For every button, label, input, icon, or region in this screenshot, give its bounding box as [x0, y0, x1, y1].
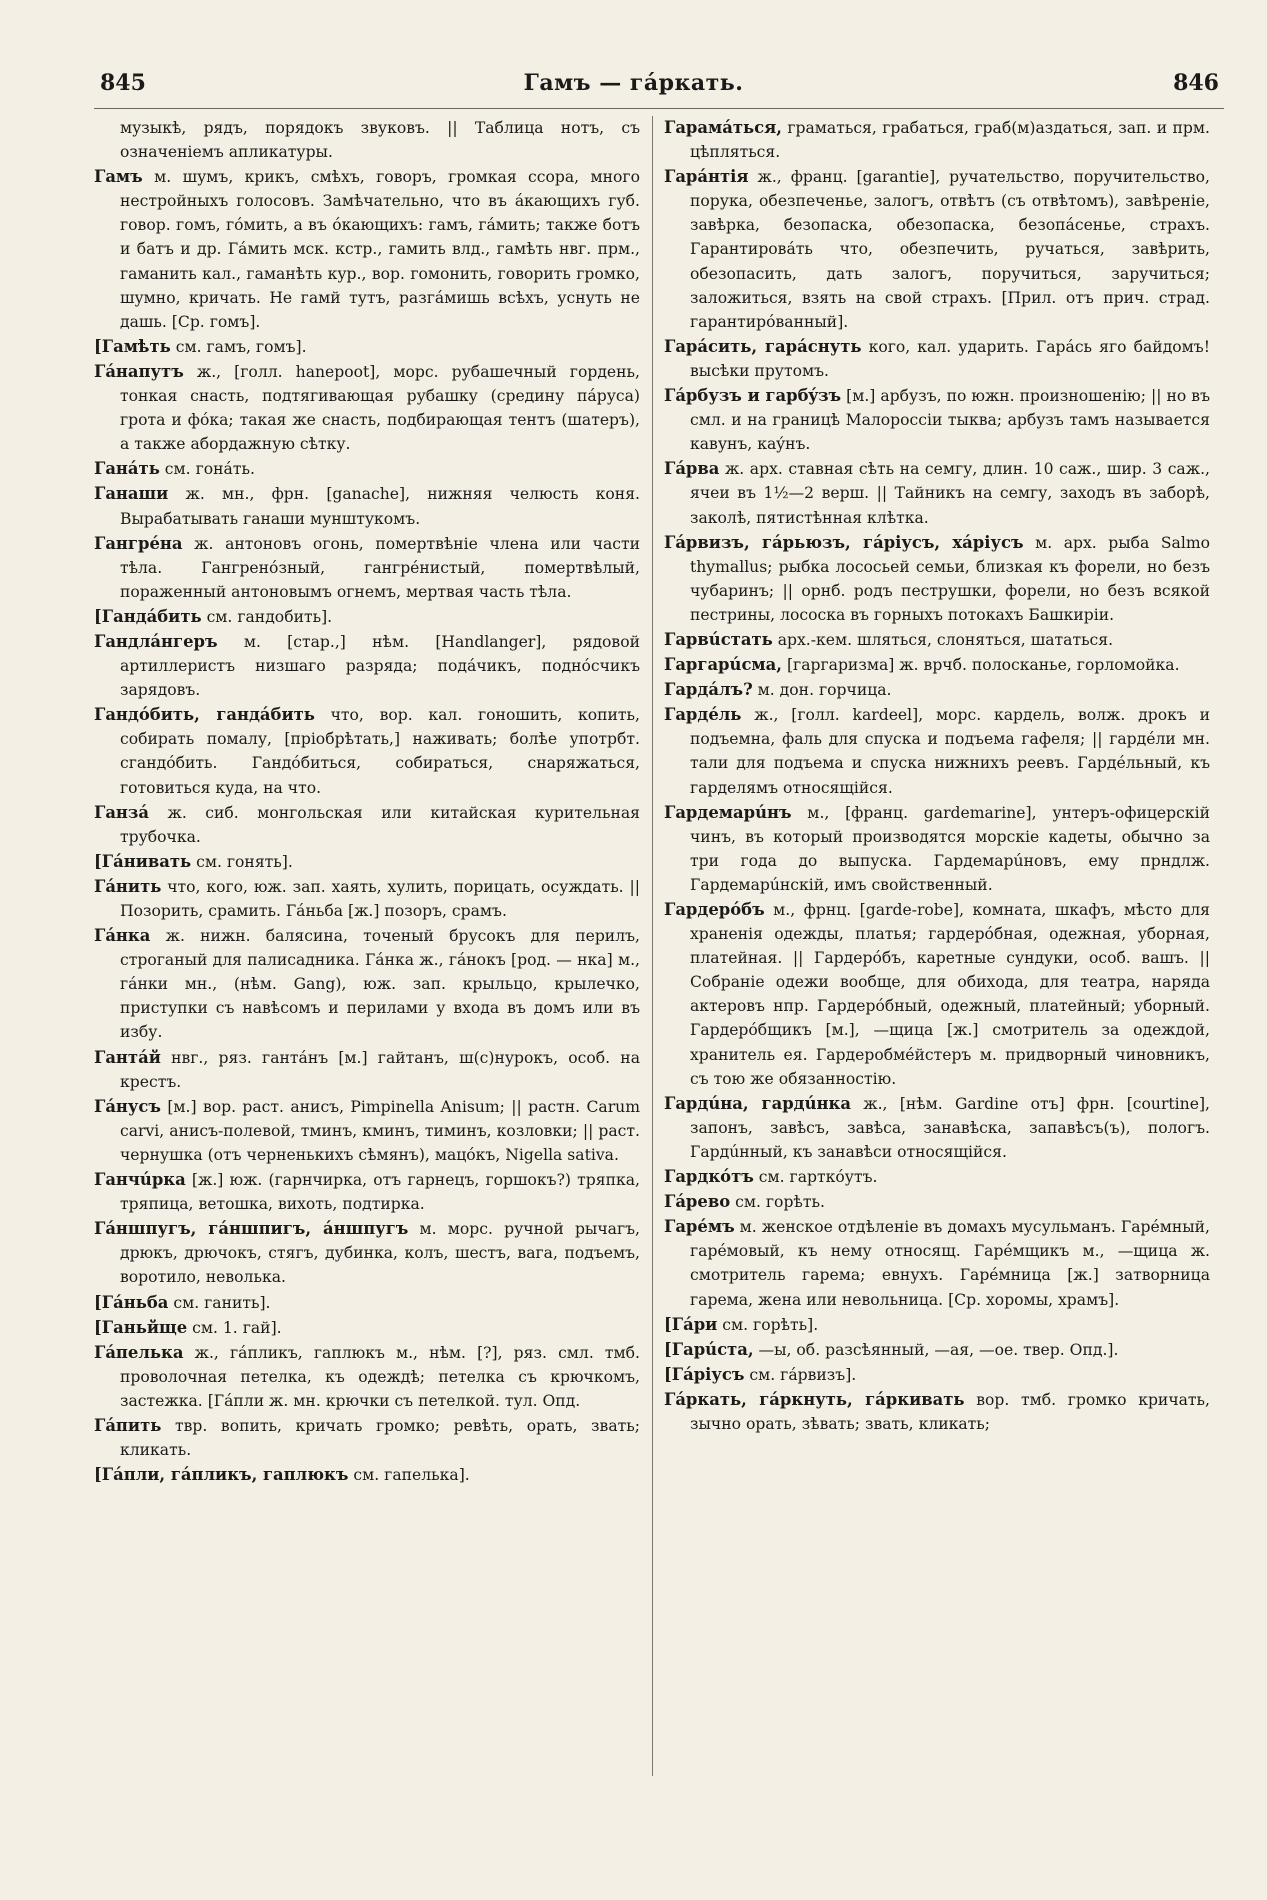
entry-headword: Гандóбить, гандáбить — [94, 705, 315, 725]
entry-headword: [Ганьйще — [94, 1317, 188, 1337]
dictionary-entry — [94, 1291, 640, 1315]
entry-definition: кого, кал. ударить. Гарáсь яго байдомъ! высѣки прутомъ. — [690, 337, 1210, 380]
entry-definition: граматься, грабаться, граб(м)аздаться, зап. и прм. цѣпляться. — [690, 119, 1210, 162]
dictionary-entry — [664, 1190, 1210, 1214]
dictionary-entry — [94, 1046, 640, 1094]
dictionary-entry — [664, 801, 1210, 897]
entry-definition: м., [франц. gardemarine], унтеръ-офицерскiй чинъ, въ который производятся морскiе кадеты, обычно за три года до выпуска. Гардемарúновъ, ему прндлж. Гардемарúнскiй, имъ свойственный. — [690, 803, 1210, 894]
entry-headword: Гардкóтъ — [664, 1167, 754, 1187]
entry-headword: Гáнапутъ — [94, 361, 184, 381]
dictionary-entry — [664, 1092, 1210, 1164]
dictionary-entry — [94, 482, 640, 530]
entry-definition: см. ганить]. — [168, 1293, 271, 1312]
right-page-number: 846 — [1173, 70, 1219, 96]
dictionary-entry — [664, 1165, 1210, 1189]
dictionary-entry — [94, 1217, 640, 1289]
dictionary-entry — [664, 1313, 1210, 1337]
entry-definition: см. 1. гай]. — [187, 1318, 282, 1337]
entry-definition: что, вор. кал. гоношить, копить, собирать помалу, [прiобрѣтать,] наживать; болѣе употрбт. сгандóбить. Гандóбиться, собираться, снаряжаться, готовиться куда, на что. — [120, 706, 640, 797]
entry-headword: Гáншпугъ, гáншпигъ, áншпугъ — [94, 1219, 409, 1239]
entry-headword: Гамъ — [94, 167, 143, 187]
dictionary-entry — [94, 924, 640, 1044]
entry-definition: см. горѣть. — [730, 1193, 825, 1212]
entry-headword: Гарамáться, — [664, 118, 782, 137]
dictionary-entry — [664, 703, 1210, 799]
entry-definition: м. [стар.,] нѣм. [Handlanger], рядовой артиллеристъ низшаго разряда; подáчикъ, поднóсчикъ зарядовъ. — [120, 632, 640, 700]
entry-headword: Гáрва — [664, 459, 720, 479]
dictionary-entry — [94, 1341, 640, 1413]
dictionary-entry — [94, 801, 640, 849]
dictionary-entry — [94, 457, 640, 481]
dictionary-entry — [94, 1095, 640, 1167]
entry-definition: ж., [голл. haneроot], морс. рубашечный гордень, тонкая снасть, подтягивающая рубашку (средину пáруса) грота и фóка; такая же снасть, подбирающая тентъ (шатеръ), а также абордажную сѣтку. — [120, 362, 640, 454]
entry-definition: ж. сиб. монгольская или китайская курительная трубочка. — [120, 803, 640, 846]
dictionary-entry — [664, 1215, 1210, 1311]
left-page-number: 845 — [100, 70, 146, 96]
entry-headword: Гандлáнгеръ — [94, 631, 218, 651]
dictionary-entry — [94, 605, 640, 629]
entry-definition: ж., [голл. kardeel], морс. кардель, волж. дрокъ и подъемна, фаль для спуска и подъема гафеля; || гардéли мн. тали для подъема и спуска нижнихъ реевъ. Гардéльный, къ гарделямъ относящiйся. — [690, 706, 1210, 797]
entry-headword: Гарáсить, гарáснуть — [664, 336, 862, 356]
entry-definition: что, кого, юж. зап. хаять, хулить, порицать, осуждать. || Позорить, срамить. Гáньба [ж.] позоръ, срамъ. — [120, 877, 640, 920]
entry-headword: Ганáть — [94, 459, 160, 479]
dictionary-entry — [94, 1414, 640, 1462]
dictionary-entry — [664, 1363, 1210, 1387]
entry-definition: м. женское отдѣленiе въ домахъ мусульманъ. Гарéмный, гарéмовый, къ нему относящ. Гарéмщикъ м., —щица ж. смотритель гарема; евнухъ. Гарéмница [ж.] затворница гарема, жена или невольница. [Ср. хоромы, храмъ]. — [690, 1218, 1210, 1309]
dictionary-entry — [94, 335, 640, 359]
entry-headword: Гарвúстать — [664, 629, 773, 649]
entry-definition: см. гонáть. — [159, 460, 255, 479]
column-divider — [652, 116, 653, 1776]
entry-definition: арх.-кем. шляться, слоняться, шататься. — [772, 630, 1114, 649]
dictionary-entry — [664, 1388, 1210, 1436]
entry-headword: Гардáлъ? — [664, 680, 753, 700]
dictionary-entry — [664, 384, 1210, 456]
dictionary-entry — [94, 165, 640, 334]
dictionary-entry — [664, 457, 1210, 529]
entry-definition: —ы, об. разсѣянный, —ая, —ое. твер. Опд.]. — [753, 1340, 1119, 1359]
entry-definition: ж. арх. ставная сѣть на семгу, длин. 10 саж., шир. 3 саж., ячеи въ 1½—2 верш. || Тайникъ на семгу, заходъ въ заборѣ, заколѣ, пятистѣнная клѣтка. — [690, 460, 1210, 527]
dictionary-entry — [664, 678, 1210, 702]
entry-definition: см. гáрвизъ]. — [744, 1365, 857, 1384]
entry-headword: [Гарúста, — [664, 1339, 754, 1359]
entry-definition: м. морс. ручной рычагъ, дрюкъ, дрючокъ, стягъ, дубинка, колъ, шестъ, вага, подъемъ, воротило, неволька. — [120, 1220, 640, 1287]
entry-headword: Гардерóбъ — [664, 900, 765, 919]
dictionary-entry — [94, 1463, 640, 1487]
left-column — [94, 116, 640, 1888]
entry-definition: м. арх. рыба Salmo thymallus; рыбка лососьей семьи, близкая къ форели, но безъ чубаринъ; || орнб. родъ пеструшки, форели, но безъ всякой пестрины, лососка въ горныхъ потокахъ Башкирiи. — [690, 533, 1210, 624]
entry-definition: ж. антоновъ огонь, помертвѣнiе члена или части тѣла. Гангренóзный, гангрéнистый, помертвѣлый, пораженный антоновымъ огнемъ, мертвая часть тѣла. — [120, 534, 640, 601]
dictionary-entry — [94, 875, 640, 923]
dictionary-entry — [94, 703, 640, 799]
entry-definition: [ж.] юж. (гарнчирка, отъ гарнецъ, горшокъ?) тряпка, тряпица, ветошка, вихоть, подтирка. — [120, 1171, 640, 1214]
entry-definition: см. гарткóутъ. — [753, 1168, 878, 1187]
entry-headword: Гаргарúсма, — [664, 655, 782, 675]
dictionary-entry — [664, 628, 1210, 652]
entry-headword: Гáрево — [664, 1192, 731, 1212]
entry-headword: [Гáньба — [94, 1292, 169, 1312]
dictionary-entry — [664, 116, 1210, 164]
entry-headword: Ганчúрка — [94, 1170, 186, 1190]
entry-definition: ж., франц. [garantie], ручательство, поручительство, порука, обезпеченье, залогъ, отвѣтъ (съ отвѣтомъ), завѣренiе, завѣрка, безопаска, обезопаска, безопáсенье, страхъ. Гарантировáть что, обезпечить, ручаться, завѣрить, обезопасить, дать залогъ, поручиться, заручиться; заложиться, взять на свой страхъ. [Прил. отъ прич. страд. гарантирóванный]. — [690, 168, 1210, 331]
entry-headword: Гáнусъ — [94, 1096, 161, 1116]
entry-headword: Гáрбузъ и гарбýзъ — [664, 386, 842, 406]
entry-definition: нвг., ряз. гантáнъ [м.] гайтанъ, ш(с)нурокъ, особ. на крестъ. — [120, 1048, 640, 1091]
entry-headword: Гарéмъ — [664, 1217, 735, 1237]
dictionary-entry — [94, 1316, 640, 1340]
entry-headword: [Гáри — [664, 1314, 718, 1334]
dictionary-entry — [664, 653, 1210, 677]
dictionary-entry — [94, 630, 640, 702]
header-rule — [94, 108, 1224, 109]
dictionary-entry — [94, 532, 640, 604]
dictionary-entry — [664, 531, 1210, 627]
entry-definition: твр. вопить, кричать громко; ревѣть, орать, звать; кликать. — [120, 1416, 640, 1460]
entry-headword: Гáпелька — [94, 1342, 184, 1362]
entry-definition: м. шумъ, крикъ, смѣхъ, говоръ, громкая ссора, много нестройныхъ голосовъ. Замѣчательно, что въ áкающихъ губ. говор. гомъ, гóмить, а въ óкающихъ: гамъ, гáмить; также ботъ и батъ и др. Гáмить мск. кстр., гамить влд., гамѣть нвг. прм., гаманить кал., гаманѣть кур., вор. гомонить, говорить громко, шумно, кричать. Не гамй тутъ, разгáмишь всѣхъ, уснуть не дашь. [Ср. гомъ]. — [120, 168, 640, 331]
dictionary-entry — [664, 165, 1210, 334]
dictionary-entry — [664, 1338, 1210, 1362]
entry-definition: [м.] вор. раст. анисъ, Pimpinella Anisum; || растн. Carum carvi, анисъ-полевой, тминъ, кминъ, тиминъ, козловки; || раст. чернушка (отъ черненькихъ сѣмянъ), мацóкъ, Nigella sativa. — [120, 1097, 640, 1164]
dictionary-entry — [94, 116, 640, 164]
entry-headword: [Гáнивать — [94, 851, 192, 871]
entry-definition: ж., [нѣм. Gardine отъ] фрн. [courtine], запонъ, завѣсъ, завѣса, занавѣска, запавѣсъ(ъ), пологъ. Гардúнный, къ занавѣси относящiйся. — [690, 1094, 1210, 1161]
entry-definition: ж. мн., фрн. [ganache], нижняя челюсть коня. Вырабатывать ганаши мунштукомъ. — [120, 485, 640, 528]
entry-headword: Гáрвизъ, гáрьюзъ, гáрiусъ, хáрiусъ — [664, 532, 1024, 552]
entry-definition: вор. тмб. громко кричать, зычно орать, зѣвать; звать, кликать; — [690, 1390, 1210, 1433]
right-column — [664, 116, 1210, 1888]
entry-definition: [м.] арбузъ, по южн. произношенiю; || но въ смл. и на границѣ Малороссiи тыква; арбузъ тамъ называется кавунъ, каýнъ. — [690, 387, 1210, 454]
entry-definition: м., фрнц. [garde-robe], комната, шкафъ, мѣсто для храненiя одежды, платья; гардерóбная, одежная, уборная, платейная. || Гардерóбъ, каретные сундуки, особ. вашъ. || Собранiе одежи вообще, для обихода, для театра, наряда актеровъ нпр. Гардерóбный, одежный, платейный; уборный. Гардерóбщикъ [м.], —щица [ж.] смотритель за одеждой, хранитель ея. Гардеробмéйстеръ м. придворный чиновникъ, съ тою же обязанностiю. — [690, 901, 1210, 1088]
entry-headword: Гарáнтiя — [664, 167, 749, 187]
entry-headword: Гáркать, гáркнуть, гáркивать — [664, 1389, 965, 1409]
entry-definition: см. гандобить]. — [201, 607, 333, 626]
dictionary-entry — [94, 850, 640, 874]
entry-headword: Гáнить — [94, 876, 162, 896]
entry-headword: [Гамѣть — [94, 336, 171, 356]
dictionary-entry — [94, 1168, 640, 1216]
entry-headword: Гардемарúнъ — [664, 802, 792, 822]
entry-headword: Гáнка — [94, 926, 151, 946]
dictionary-entry — [664, 898, 1210, 1091]
entry-headword: Гангрéна — [94, 533, 183, 553]
entry-definition: [гаргаризма] ж. врчб. полосканье, горломойка. — [781, 656, 1180, 675]
entry-definition: см. гамъ, гомъ]. — [170, 337, 307, 356]
entry-definition: м. дон. горчица. — [752, 681, 892, 700]
entry-headword: Гардéль — [664, 705, 742, 725]
entry-headword: Гáпить — [94, 1415, 162, 1435]
entry-headword: Гантáй — [94, 1047, 161, 1067]
dictionary-entry — [664, 335, 1210, 383]
entry-definition: см. гонять]. — [191, 852, 293, 871]
entry-definition: ж. нижн. балясина, точеный брусокъ для перилъ, строганый для палисадника. Гáнка ж., гáнокъ [род. — нка] м., гáнки мн., (нѣм. Gang), юж. зап. крыльцо, крылечко, приступки съ навѣсомъ и перилами у входа въ домъ или въ избу. — [120, 927, 640, 1042]
entry-headword: [Гандáбить — [94, 606, 202, 626]
running-header-title: Гамъ — гáркать. — [523, 70, 744, 96]
dictionary-entry — [94, 360, 640, 456]
entry-headword: Ганзá — [94, 802, 150, 822]
entry-headword: Ганаши — [94, 484, 169, 504]
entry-definition: музыкѣ, рядъ, порядокъ звуковъ. || Таблица нотъ, съ означенiемъ апликатуры. — [120, 119, 640, 162]
entry-definition: см. горѣть]. — [717, 1315, 819, 1334]
entry-headword: Гардúна, гардúнка — [664, 1093, 851, 1113]
entry-definition: см. гапелька]. — [348, 1466, 470, 1485]
entry-headword: [Гáпли, гáпликъ, гаплюкъ — [94, 1465, 349, 1485]
entry-headword: [Гáрiусъ — [664, 1364, 745, 1384]
entry-definition: ж., гáпликъ, гаплюкъ м., нѣм. [?], ряз. смл. тмб. проволочная петелка, къ одеждѣ; петелка съ крючкомъ, застежка. [Гáпли ж. мн. крючки съ петелкой. тул. Опд. — [120, 1343, 640, 1410]
